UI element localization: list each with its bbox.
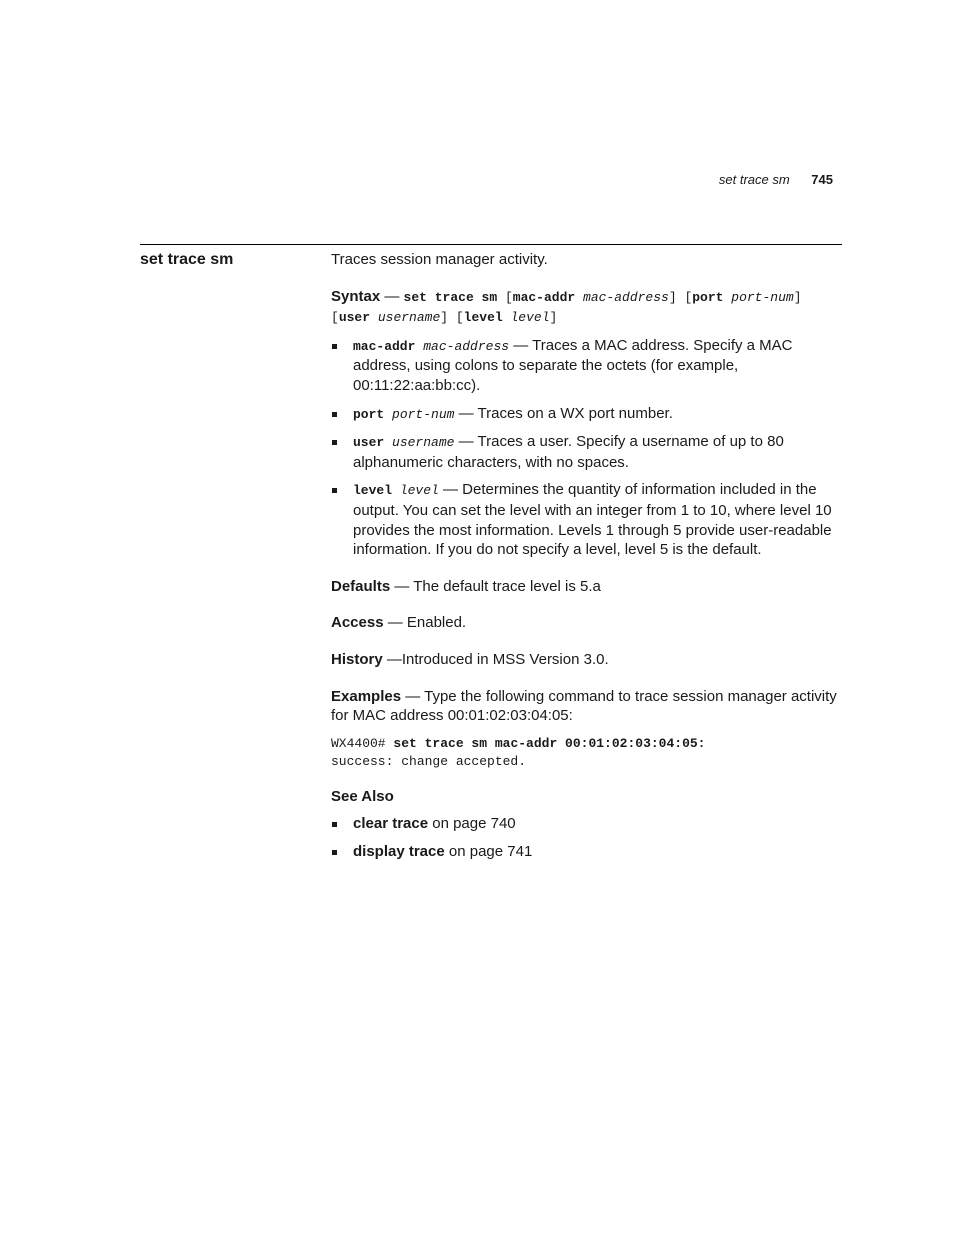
syntax-user-kw: user <box>338 310 371 326</box>
code-output: success: change accepted. <box>331 753 527 769</box>
see-also-item <box>331 842 841 862</box>
running-title: set trace sm <box>718 172 790 187</box>
command-description: Traces session manager activity. <box>331 251 548 268</box>
see-also-page-ref: on page 741 <box>444 842 533 860</box>
see-also-item <box>331 814 841 834</box>
parameter-item <box>331 432 841 472</box>
see-also-heading: See Also <box>331 787 394 805</box>
syntax-user-arg: username <box>377 310 441 326</box>
syntax-port-arg: port-num <box>731 289 794 305</box>
syntax-text: set trace sm [mac-addr mac-address] [port port-num] [user username] [level level] <box>331 289 802 326</box>
running-header <box>719 172 833 188</box>
param-description: — Determines the quantity of information included in the output. You can set the level with an integer from 1 to 10, where level 10 provides the most information. Levels 1 through 5 provide user-readable information. If you do not specify a level, level 5 is the default. <box>353 481 832 559</box>
section-divider <box>140 244 842 245</box>
examples-section <box>331 687 841 726</box>
code-command: set trace sm mac-addr 00:01:02:03:04:05: <box>393 735 706 751</box>
defaults-text: — The default trace level is 5.a <box>390 577 601 595</box>
param-argument: mac-address <box>423 338 510 354</box>
syntax-line <box>331 287 841 328</box>
defaults-label: Defaults <box>331 577 391 595</box>
access-label: Access <box>331 614 384 632</box>
syntax-mac-kw: mac-addr <box>512 289 576 305</box>
parameter-item <box>331 336 841 396</box>
command-heading: set trace sm <box>140 251 234 268</box>
param-keyword: port <box>353 406 385 422</box>
param-description: — Traces on a WX port number. <box>458 404 673 422</box>
history-section <box>331 650 841 670</box>
param-argument: username <box>392 435 455 451</box>
command-content <box>331 250 841 869</box>
examples-text: — Type the following command to trace session manager activity for MAC address 00:01:02:03:04:05: <box>331 687 837 725</box>
history-text: —Introduced in MSS Version 3.0. <box>382 650 609 668</box>
param-keyword: user <box>353 435 385 451</box>
see-also-list <box>331 814 841 861</box>
see-also-link[interactable]: clear trace <box>353 815 429 833</box>
param-keyword: mac-addr <box>353 338 416 354</box>
access-text: — Enabled. <box>383 614 467 632</box>
param-description: — Traces a user. Specify a username of up to 80 alphanumeric characters, with no spaces. <box>353 433 784 471</box>
example-code <box>331 735 841 771</box>
defaults-section <box>331 577 841 597</box>
syntax-sep: — <box>380 287 404 305</box>
access-section <box>331 613 841 633</box>
code-prompt: WX4400# <box>331 735 394 751</box>
examples-label: Examples <box>331 687 402 705</box>
see-also-page-ref: on page 740 <box>428 815 516 833</box>
parameter-item <box>331 404 841 425</box>
syntax-mac-arg: mac-address <box>583 289 669 305</box>
parameter-item <box>331 480 841 559</box>
param-keyword: level <box>353 483 393 499</box>
param-argument: port-num <box>392 406 455 422</box>
param-argument: level <box>399 483 439 499</box>
syntax-port-kw: port <box>692 289 724 305</box>
history-label: History <box>331 650 383 668</box>
see-also-link[interactable]: display trace <box>353 842 445 860</box>
param-description: — Traces a MAC address. Specify a MAC address, using colons to separate the octets (for example, 00:11:22:aa:bb:cc). <box>353 336 793 394</box>
parameter-list <box>331 336 841 560</box>
syntax-label: Syntax <box>331 287 381 305</box>
syntax-cmd: set trace sm <box>403 289 498 305</box>
syntax-level-kw: level <box>463 310 503 326</box>
page-number: 745 <box>811 172 833 187</box>
syntax-level-arg: level <box>510 310 550 326</box>
